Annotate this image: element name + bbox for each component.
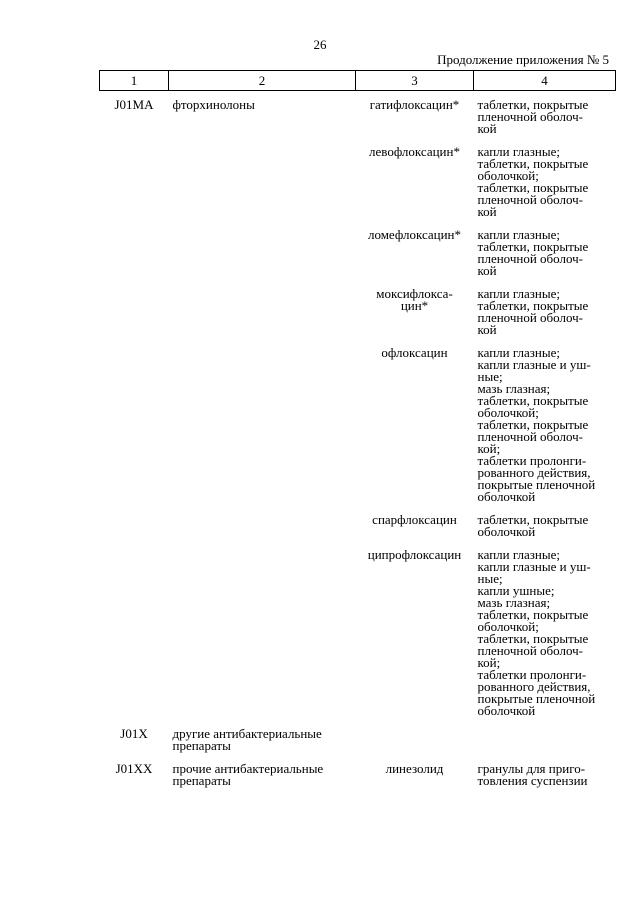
drug-cell (356, 135, 474, 218)
form-line: кой (477, 121, 497, 136)
group-cell (169, 277, 356, 336)
code-cell (100, 277, 169, 336)
form-line: пленочной оболоч- (477, 192, 583, 207)
form-line: рованного действия, (477, 679, 591, 694)
form-line: таблетки, покрытые (477, 156, 589, 171)
drug-name-line: ломефлоксацин* (367, 227, 462, 242)
group-cell (169, 752, 356, 787)
drug-cell (356, 538, 474, 717)
form-cell (474, 503, 616, 538)
drug-cell (356, 717, 474, 752)
form-line: мазь глазная; (477, 381, 551, 396)
drug-cell (356, 752, 474, 787)
code-cell (100, 135, 169, 218)
table-row (100, 336, 616, 503)
drug-name-line: линезолид (385, 761, 444, 776)
group-cell (169, 91, 356, 136)
form-line: рованного действия, (477, 465, 591, 480)
form-cell (474, 717, 616, 752)
form-line: таблетки, покрытые (477, 180, 589, 195)
page-number: 26 (313, 37, 327, 52)
drug-cell (356, 277, 474, 336)
form-line: ные; (477, 571, 503, 586)
drug-cell (356, 91, 474, 136)
group-cell (169, 717, 356, 752)
table-body (100, 91, 616, 788)
form-line: таблетки, покрытые (477, 512, 589, 527)
form-cell (474, 135, 616, 218)
form-line: ные; (477, 369, 503, 384)
form-line: пленочной оболоч- (477, 251, 583, 266)
header-col-2: 2 (169, 71, 356, 91)
group-cell (169, 336, 356, 503)
form-line: кой (477, 322, 497, 337)
group-line: фторхинолоны (172, 97, 255, 112)
form-line: таблетки, покрытые (477, 607, 589, 622)
drug-cell (356, 503, 474, 538)
form-line: оболочкой (477, 489, 536, 504)
form-line: пленочной оболоч- (477, 643, 583, 658)
form-line: таблетки, покрытые (477, 239, 589, 254)
table-row (100, 503, 616, 538)
group-line: препараты (172, 773, 231, 788)
form-line: покрытые пленочной (477, 477, 596, 492)
form-cell (474, 752, 616, 787)
form-line: таблетки пролонги- (477, 667, 587, 682)
drug-cell (356, 336, 474, 503)
continuation-label: Продолжение приложения № 5 (437, 52, 609, 67)
form-line: оболочкой; (477, 168, 539, 183)
table-row (100, 91, 616, 136)
form-line: пленочной оболоч- (477, 429, 583, 444)
form-line: таблетки, покрытые (477, 631, 589, 646)
table-row (100, 277, 616, 336)
form-line: кой; (477, 441, 501, 456)
form-cell (474, 336, 616, 503)
code-cell (100, 503, 169, 538)
form-line: покрытые пленочной (477, 691, 596, 706)
table-row (100, 717, 616, 752)
group-line: прочие антибактериальные (172, 761, 324, 776)
drug-name-line: спарфлоксацин (372, 512, 457, 527)
group-cell (169, 503, 356, 538)
table-row (100, 752, 616, 787)
code-cell (100, 538, 169, 717)
form-line: товления суспензии (477, 773, 588, 788)
form-line: капли глазные; (477, 547, 561, 562)
form-cell (474, 91, 616, 136)
code-cell (100, 336, 169, 503)
header-col-1: 1 (100, 71, 169, 91)
header-col-3: 3 (356, 71, 474, 91)
drug-table (99, 70, 616, 787)
drug-cell (356, 218, 474, 277)
form-cell (474, 218, 616, 277)
form-line: капли глазные; (477, 144, 561, 159)
form-line: капли глазные; (477, 227, 561, 242)
form-cell (474, 538, 616, 717)
table-row (100, 218, 616, 277)
form-line: таблетки, покрытые (477, 393, 589, 408)
group-line: другие антибактериальные (172, 726, 322, 741)
code-cell (100, 218, 169, 277)
form-line: оболочкой (477, 703, 536, 718)
drug-name-line: моксифлокса- (376, 286, 453, 301)
form-line: оболочкой; (477, 619, 539, 634)
form-line: оболочкой (477, 524, 536, 539)
code-cell: J01XX (115, 761, 153, 776)
form-line: капли глазные и уш- (477, 357, 591, 372)
form-line: капли глазные; (477, 286, 561, 301)
code-cell: J01X (120, 726, 148, 741)
drug-name-line: офлоксацин (381, 345, 448, 360)
form-line: пленочной оболоч- (477, 310, 583, 325)
form-cell (474, 277, 616, 336)
form-line: оболочкой; (477, 405, 539, 420)
drug-name-line: гатифлоксацин* (369, 97, 460, 112)
header-col-4: 4 (474, 71, 616, 91)
group-cell (169, 218, 356, 277)
group-cell (169, 538, 356, 717)
form-line: пленочной оболоч- (477, 109, 583, 124)
form-line: кой (477, 204, 497, 219)
header-row (100, 71, 616, 91)
form-line: таблетки, покрытые (477, 417, 589, 432)
table-row (100, 135, 616, 218)
code-cell: J01MA (114, 97, 154, 112)
form-line: таблетки пролонги- (477, 453, 587, 468)
form-line: мазь глазная; (477, 595, 551, 610)
form-line: кой; (477, 655, 501, 670)
form-line: капли глазные и уш- (477, 559, 591, 574)
form-line: таблетки, покрытые (477, 298, 589, 313)
drug-name-line: цин* (400, 298, 429, 313)
form-line: таблетки, покрытые (477, 97, 589, 112)
form-line: кой (477, 263, 497, 278)
form-line: капли ушные; (477, 583, 555, 598)
form-line: капли глазные; (477, 345, 561, 360)
drug-name-line: ципрофлоксацин (367, 547, 462, 562)
drug-name-line: левофлоксацин* (369, 144, 460, 159)
table-row (100, 538, 616, 717)
group-line: препараты (172, 738, 231, 753)
form-line: гранулы для приго- (477, 761, 586, 776)
group-cell (169, 135, 356, 218)
